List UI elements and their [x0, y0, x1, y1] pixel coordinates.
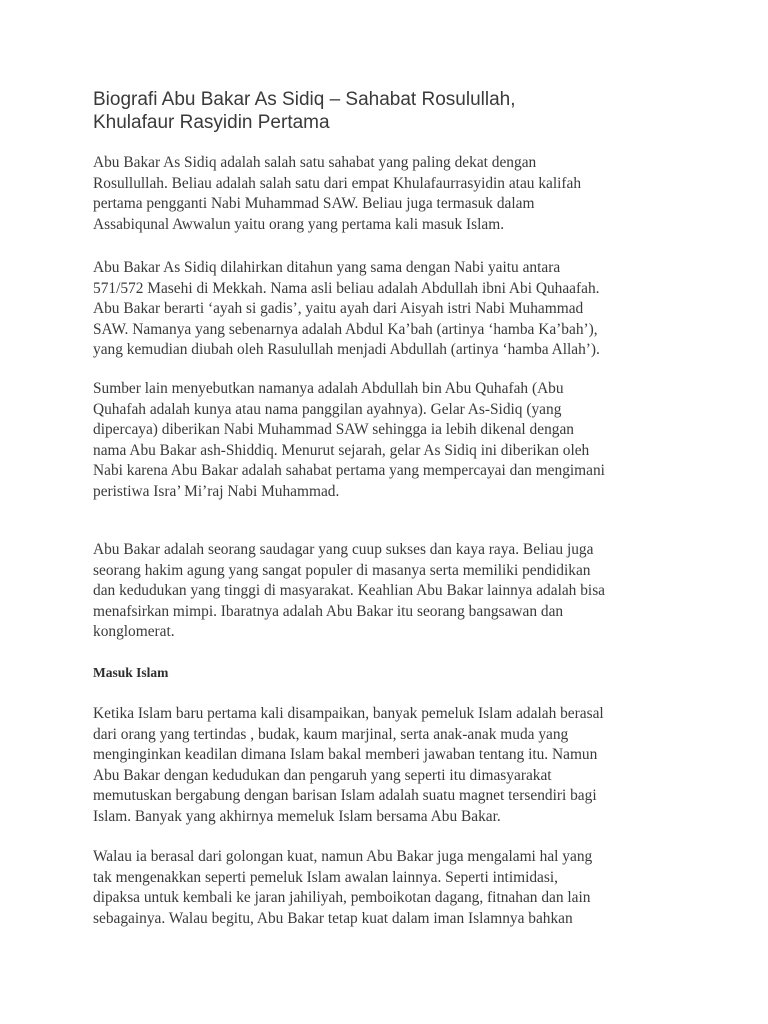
text-line: dan kedudukan yang tinggi di masyarakat. Keahlian Abu Bakar lainnya adalah bisa [93, 582, 606, 599]
text-line: Ketika Islam baru pertama kali disampaikan, banyak pemeluk Islam adalah berasal [93, 705, 604, 722]
text-line: konglomerat. [93, 623, 175, 640]
text-line: dipercaya) diberikan Nabi Muhammad SAW sehingga ia lebih dikenal dengan [93, 421, 575, 438]
article-title-line: Biografi Abu Bakar As Sidiq – Sahabat Rosulullah, [93, 89, 516, 110]
text-line: Rosullullah. Beliau adalah salah satu dari empat Khulafaurrasyidin atau kalifah [93, 174, 582, 192]
text-line: 571/572 Masehi di Mekkah. Nama asli beliau adalah Abdullah ibni Abi Quhaafah. [93, 279, 600, 297]
text-line: pertama pengganti Nabi Muhammad SAW. Beliau juga termasuk dalam [93, 195, 535, 212]
text-line: sebagainya. Walau begitu, Abu Bakar tetap kuat dalam iman Islamnya bahkan [93, 909, 573, 927]
text-line: Islam. Banyak yang akhirnya memeluk Islam bersama Abu Bakar. [93, 807, 501, 825]
text-line: dari orang yang tertindas , budak, kaum marjinal, serta anak-anak muda yang [93, 725, 569, 743]
paragraph-conversion [93, 704, 693, 827]
paragraph-persecution [93, 847, 693, 929]
text-line: Abu Bakar adalah seorang saudagar yang cuup sukses dan kaya raya. Beliau juga [93, 541, 594, 558]
text-line: Abu Bakar As Sidiq adalah salah satu sahabat yang paling dekat dengan [93, 154, 537, 171]
text-line: Abu Bakar berarti ‘ayah si gadis’, yaitu ayah dari Aisyah istri Nabi Muhammad [93, 300, 584, 317]
text-line: Walau ia berasal dari golongan kuat, namun Abu Bakar juga mengalami hal yang [93, 848, 593, 865]
text-line: nama Abu Bakar ash-Shiddiq. Menurut sejarah, gelar As Sidiq ini diberikan oleh [93, 441, 590, 459]
text-line: menafsirkan mimpi. Ibaratnya adalah Abu Bakar itu seorang bangsawan dan [93, 602, 564, 620]
text-line: Abu Bakar dengan kedudukan dan pengaruh yang seperti itu dimasyarakat [93, 766, 552, 784]
text-line: SAW. Namanya yang sebenarnya adalah Abdul Ka’bah (artinya ‘hamba Ka’bah’), [93, 320, 598, 338]
text-line: Sumber lain menyebutkan namanya adalah Abdullah bin Abu Quhafah (Abu [93, 380, 564, 397]
text-line: dipaksa untuk kembali ke jaran jahiliyah, pemboikotan dagang, fitnahan dan lain [93, 889, 591, 906]
text-line: menginginkan keadilan dimana Islam bakal memberi jawaban tentang itu. Namun [93, 746, 598, 763]
paragraph-birth [93, 258, 693, 361]
text-line: seorang hakim agung yang sangat populer di masanya serta memiliki pendidikan [93, 561, 591, 579]
text-line: Quhafah adalah kunya atau nama panggilan ayahnya). Gelar As-Sidiq (yang [93, 400, 562, 418]
section-heading: Masuk Islam [93, 665, 169, 680]
paragraph-name-origin [93, 379, 693, 502]
text-line: tak mengenakkan seperti pemeluk Islam awalan lainnya. Seperti intimidasi, [93, 868, 558, 886]
text-line: memutuskan bergabung dengan barisan Islam adalah suatu magnet tersendiri bagi [93, 787, 597, 804]
text-line: peristiwa Isra’ Mi’raj Nabi Muhammad. [93, 482, 340, 500]
article-title [93, 88, 693, 134]
paragraph-profession [93, 540, 693, 643]
text-line: Assabiqunal Awwalun yaitu orang yang pertama kali masuk Islam. [93, 215, 505, 233]
text-line: Abu Bakar As Sidiq dilahirkan ditahun yang sama dengan Nabi yaitu antara [93, 259, 561, 276]
text-line: yang kemudian diubah oleh Rasulullah menjadi Abdullah (artinya ‘hamba Allah’). [93, 341, 600, 358]
article-title-line: Khulafaur Rasyidin Pertama [93, 112, 330, 133]
text-line: Nabi karena Abu Bakar adalah sahabat pertama yang mempercayai dan mengimani [93, 462, 605, 479]
paragraph-intro [93, 153, 693, 235]
